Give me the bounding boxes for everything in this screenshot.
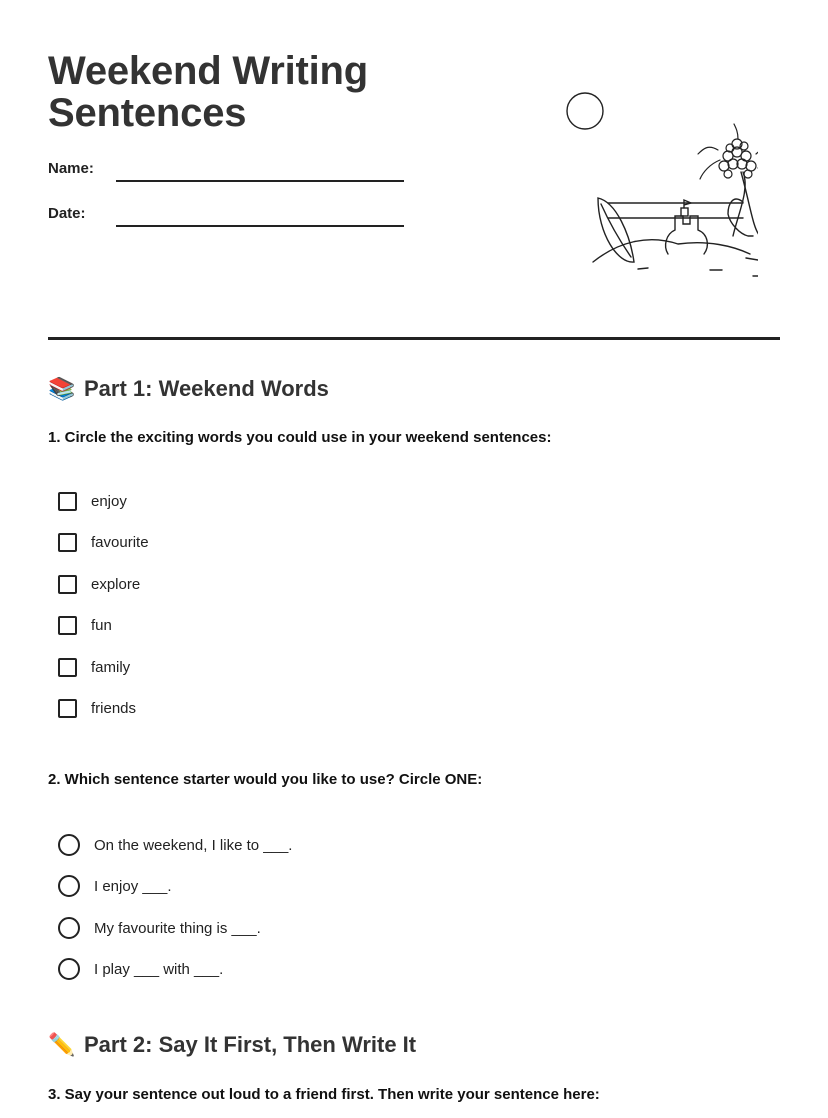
starter-label: I enjoy ___. (94, 877, 172, 895)
starter-option-1[interactable] (58, 834, 292, 856)
radio-button[interactable] (58, 958, 80, 980)
starter-option-2[interactable] (58, 875, 172, 897)
part1-heading (48, 376, 329, 402)
part2-heading-text: Part 2: Say It First, Then Write It (84, 1032, 417, 1057)
word-option-friends[interactable] (58, 699, 136, 718)
checkbox[interactable] (58, 699, 77, 718)
checkbox[interactable] (58, 575, 77, 594)
word-option-explore[interactable] (58, 575, 140, 594)
radio-button[interactable] (58, 834, 80, 856)
word-label: friends (91, 700, 137, 717)
part1-heading-text: Part 1: Weekend Words (84, 376, 329, 401)
question-2: 2. Which sentence starter would you like to use? Circle ONE: (48, 771, 483, 788)
word-option-fun[interactable] (58, 616, 112, 635)
question-1: 1. Circle the exciting words you could use in your weekend sentences: (48, 429, 552, 446)
pencil-icon: ✏️ (48, 1032, 76, 1058)
name-field[interactable] (116, 180, 404, 182)
starter-label: On the weekend, I like to ___. (94, 836, 293, 854)
question-3: 3. Say your sentence out loud to a friend first. Then write your sentence here: (48, 1086, 600, 1103)
radio-button[interactable] (58, 917, 80, 939)
checkbox[interactable] (58, 492, 77, 511)
section-divider (48, 337, 780, 340)
word-label: family (91, 659, 131, 676)
starter-label: My favourite thing is ___. (94, 919, 261, 937)
word-label: favourite (91, 534, 149, 551)
checkbox[interactable] (58, 658, 77, 677)
beach-scene-icon (538, 84, 758, 284)
word-option-enjoy[interactable] (58, 492, 127, 511)
radio-button[interactable] (58, 875, 80, 897)
date-label: Date: (48, 205, 86, 222)
word-label: explore (91, 576, 141, 593)
part2-heading (48, 1032, 416, 1058)
checkbox[interactable] (58, 616, 77, 635)
page-title: Weekend Writing Sentences (48, 49, 369, 135)
worksheet-page (48, 0, 780, 1118)
starter-label: I play ___ with ___. (94, 960, 224, 978)
date-field[interactable] (116, 225, 404, 227)
starter-option-4[interactable] (58, 958, 223, 980)
name-label: Name: (48, 160, 94, 177)
checkbox[interactable] (58, 533, 77, 552)
word-label: enjoy (91, 493, 127, 510)
word-option-favourite[interactable] (58, 533, 149, 552)
books-icon: 📚 (48, 376, 76, 402)
word-label: fun (91, 617, 112, 634)
starter-option-3[interactable] (58, 917, 261, 939)
word-option-family[interactable] (58, 658, 130, 677)
